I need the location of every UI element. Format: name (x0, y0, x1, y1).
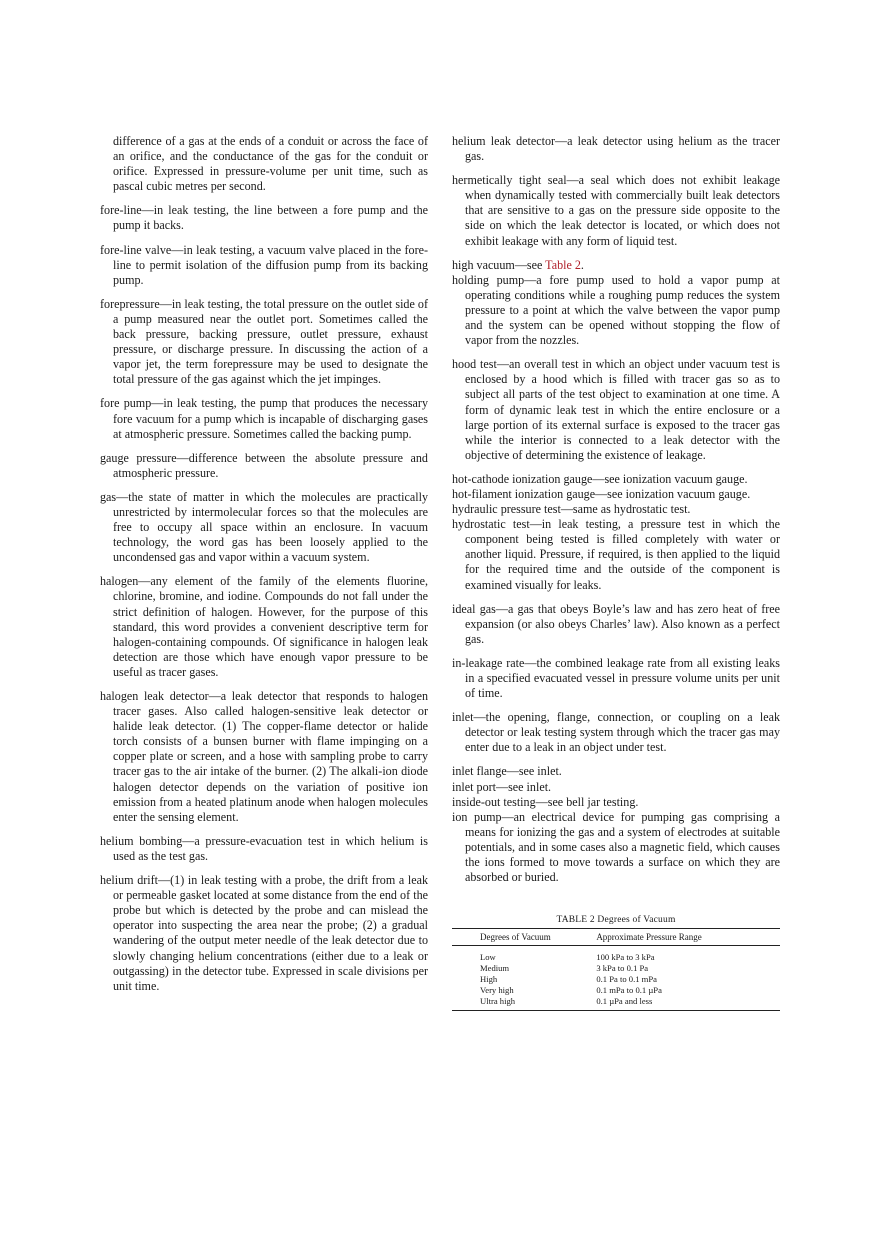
entry-term: fore-line valve (100, 242, 172, 257)
entry-term: hot-cathode ionization gauge (452, 471, 593, 486)
table-row (452, 996, 780, 1011)
entry-term: hot-filament ionization gauge (452, 486, 596, 501)
definition-entry: inlet flange—see inlet. (452, 764, 562, 779)
definition-entry: hydraulic pressure test—same as hydrostatic test. (452, 502, 691, 517)
entry-term: ideal gas (452, 601, 496, 616)
entry-term: fore pump (100, 396, 152, 411)
table-cell: High (480, 974, 498, 984)
table-cell: Ultra high (452, 996, 596, 1011)
entry-term: in-leakage rate (452, 655, 525, 670)
definition-entry: inlet port—see inlet. (452, 779, 552, 794)
definition-entry: hydrostatic test—in leak testing, a pressure test in which the component being tested is filled completely with water or another liquid. Pressure, if required, is then applied to the liquid for the required time and the outside of the component is examined visually for leaks. (452, 517, 780, 592)
entry-term: inlet flange (452, 764, 507, 779)
entry-term: helium drift (100, 873, 159, 888)
table-row (452, 974, 780, 985)
table-cell: Medium (480, 963, 510, 973)
definition-entry: holding pump—a fore pump used to hold a vapor pump at operating conditions while a roughing pump reduces the system pressure to a point at which the valve between the vapor pump and the system can be opened without stopping the flow of vapor from the nozzles. (452, 272, 780, 348)
definition-entry: hot-filament ionization gauge—see ionization vacuum gauge. (452, 486, 751, 501)
entry-term: fore-line (100, 203, 142, 218)
definition-entry: helium leak detector—a leak detector using helium as the tracer gas. (452, 134, 781, 164)
definition-entry: halogen—any element of the family of the elements fluorine, chlorine, bromine, and iodine. Compounds do not fall under the strict definition of halogen. However, for the purpose of this standard, this word provides a convenient descriptive term for halogen-containing compounds. Of significance in halogen leak detection are those which have enough vapor pressure to be useful as tracer gases. (100, 574, 428, 679)
entry-term: gas (100, 489, 117, 504)
definition-entry: fore-line valve—in leak testing, a vacuum valve placed in the fore-line to permit isolation of the diffusion pump from its backing pump. (100, 242, 428, 287)
entry-term: inlet (452, 710, 474, 725)
vacuum-table (452, 928, 780, 1011)
definition-entry: in-leakage rate—the combined leakage rate from all existing leaks in a specified evacuated vessel in pressure volume units per unit of time. (452, 655, 780, 701)
entry-term: hermetically tight seal (452, 173, 567, 188)
definition-entry: hood test—an overall test in which an object under vacuum test is enclosed by a hood which is filled with tracer gas so as to subject all parts of the test object to examination at one time. A form of dynamic leak test in which the entire enclosure or a large portion of its external surface is exposed to the tracer gas while the interior is connected to a leak detector with the objective of determining the existence of leakage. (452, 357, 780, 462)
entry-term: high vacuum (452, 257, 515, 272)
definition-entry: ion pump—an electrical device for pumping gas comprising a means for ionizing the gas and a system of electrodes at suitable potentials, and in some cases also a magnetic field, which causes the ions formed to move towards a surface on which they are absorbed or buried. (452, 809, 780, 885)
definition-entry: halogen leak detector—a leak detector that responds to halogen tracer gases. Also called halogen-sensitive leak detector or halide leak detector. (1) The copper-flame detector or halide torch consists of a bunsen burner with flame impinging on a copper plate or screen, and a hose with sampling probe to carry tracer gas to the air intake of the burner. (2) The alkali-ion diode halogen detector depends on the variation of positive ion emission from a heated platinum anode when halogen molecules enter the sensing element. (100, 689, 428, 824)
entry-term: forepressure (100, 296, 160, 311)
entry-term: gauge pressure (100, 450, 177, 465)
right-column (452, 134, 780, 894)
entry-term: holding pump (452, 272, 525, 287)
entry-term: hydrostatic test (452, 517, 530, 532)
table-row (452, 963, 780, 974)
table-cell: 0.1 Pa to 0.1 mPa (596, 974, 657, 984)
definition-entry: fore pump—in leak testing, the pump that produces the necessary fore vacuum for a pump which is incapable of discharging gases at atmospheric pressure. Sometimes called the backing pump. (100, 396, 428, 441)
definition-entry: fore-line—in leak testing, the line between a fore pump and the pump it backs. (100, 203, 428, 233)
column-header: Degrees of Vacuum (452, 929, 596, 946)
left-column (100, 134, 428, 1003)
definition-entry: inlet—the opening, flange, connection, or coupling on a leak detector or leak testing system through which the tracer gas may enter due to a leak in an object under test. (452, 710, 780, 755)
definition-entry: hot-cathode ionization gauge—see ionization vacuum gauge. (452, 471, 748, 486)
table-cell: 3 kPa to 0.1 Pa (596, 963, 649, 973)
entry-term: inside-out testing (452, 794, 536, 809)
table-row (452, 985, 780, 996)
table-header-row (452, 929, 780, 946)
table-row (452, 946, 780, 964)
definition-entry: forepressure—in leak testing, the total pressure on the outlet side of a pump measured near the outlet port. Sometimes called the back pressure, backing pressure, outlet pressure, exhaust pressure, or discharge pressure. In discussing the action of a vapor jet, the term forepressure may be used to designate the total pressure of the gas against which the jet impinges. (100, 296, 428, 387)
definition-entry: ideal gas—a gas that obeys Boyle’s law and has zero heat of free expansion (or also obeys Charles’ law). Also known as a perfect gas. (452, 601, 780, 646)
table-cell: 0.1 mPa to 0.1 µPa (596, 985, 662, 995)
definition-entry: difference of a gas at the ends of a conduit or across the face of an orifice, and the conductance of the gas for the conduit or orifice. Expressed in pressure-volume per unit time, such as pascal cubic metres per second. (113, 134, 428, 194)
entry-term: hood test (452, 357, 497, 372)
definition-entry: gas—the state of matter in which the molecules are practically unrestricted by intermolecular forces so that the molecules are free to occupy all space within an enclosure. In vacuum technology, the word gas has been loosely applied to the uncondensed gas and vapor within a vacuum system. (100, 489, 428, 565)
column-header: Approximate Pressure Range (596, 929, 780, 946)
table-cell: 100 kPa to 3 kPa (596, 952, 655, 962)
definition-entry: helium drift—(1) in leak testing with a probe, the drift from a leak or permeable gasket located at some distance from the end of the probe but which is detected by the probe and can mislead the operator into suspecting the area near the probe; (2) a gradual wandering of the output meter needle of the leak detector due to slowly changing helium concentrations (either due to a leak or outgassing) in the detector tube. Expressed in scale divisions per unit time. (100, 873, 428, 993)
definition-entry: high vacuum—see Table 2. (452, 257, 584, 272)
entry-term: inlet port (452, 779, 496, 794)
table-cell: Very high (480, 985, 514, 995)
entry-term: helium leak detector (452, 134, 556, 148)
definition-entry: helium bombing—a pressure-evacuation test in which helium is used as the test gas. (100, 833, 428, 863)
definition-entry: inside-out testing—see bell jar testing. (452, 794, 639, 809)
table-2-link[interactable]: Table 2 (545, 257, 581, 272)
table-cell: Low (480, 952, 496, 962)
definition-entry: hermetically tight seal—a seal which does not exhibit leakage when dynamically tested with commercially built leak detectors that are sensitive to a gas on the pressure side opposite to the side on which the leak detector is located, or which does not exhibit leakage with any form of liquid test. (452, 173, 780, 248)
entry-term: halogen (100, 574, 139, 589)
entry-term: hydraulic pressure test (452, 502, 561, 517)
table-title: TABLE 2 Degrees of Vacuum (556, 915, 676, 925)
definition-entry: gauge pressure—difference between the absolute pressure and atmospheric pressure. (100, 450, 428, 480)
entry-term: helium bombing (100, 833, 183, 848)
table-2 (452, 915, 780, 1011)
table-cell: 0.1 µPa and less (596, 996, 780, 1011)
entry-term: halogen leak detector (100, 689, 209, 703)
entry-term: ion pump (452, 809, 502, 824)
